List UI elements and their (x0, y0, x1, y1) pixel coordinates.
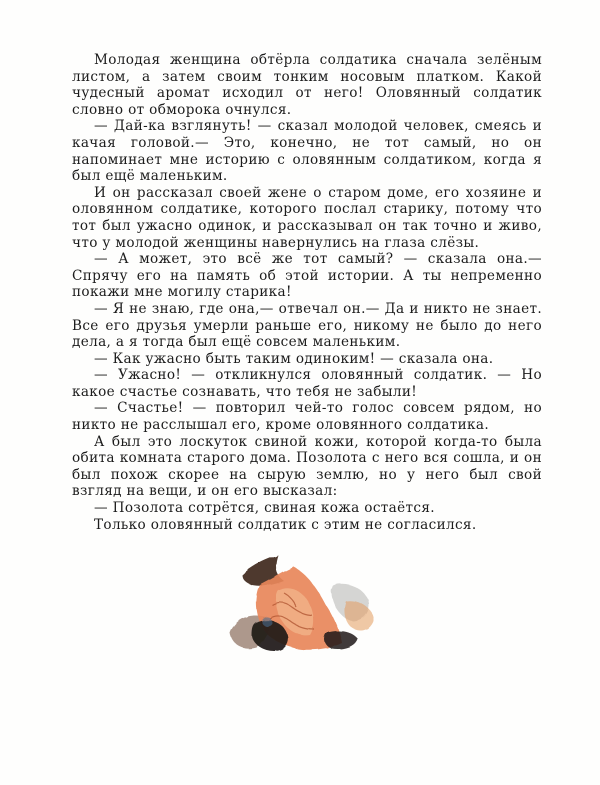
paragraph-3: И он рассказал своей жене о старом доме, его хозяине и оловянном солдатике, которого послал старику, потому что тот был ужасно одинок, и рассказывал он так точно и живо, что у молодой женщины навернулись на глаза слёзы. (72, 184, 542, 251)
orange-wash-right (344, 601, 374, 631)
paragraph-5: — Я не знаю, где она,— отвечал он.— Да и никто не знает. Все его друзья умерли раньше его, никому не было до него дела, а я тогда был ещё совсем маленьким. (72, 300, 542, 351)
paragraph-11: Только оловянный солдатик с этим не согласился. (94, 516, 477, 533)
paragraph-4: — А может, это всё же тот самый? — сказала она.— Спрячу его на память об этой истории. А ты непременно покажи мне могилу старика! (72, 251, 542, 301)
paragraph-9: А был это лоскуток свиной кожи, которой когда-то была обита комната старого дома. Позолота с него вся сошла, и он был похож скорее на сырую землю, но у него был свой взгляд на вещи, и он его высказал: (72, 433, 542, 500)
paragraph-1: Молодая женщина обтёрла солдатика сначала зелёным листом, а затем своим тонким носовым платком. Какой чудесный аромат исходил от него! Оловянный солдатик словно от обморока очнулся. (72, 52, 542, 118)
pigskin-leather-scrap-illustration (222, 545, 384, 655)
dark-shadow-right (324, 631, 358, 650)
paragraph-2: — Дай-ка взглянуть! — сказал молодой человек, смеясь и качая головой.— Это, конечно, не тот самый, но он напоминает мне историю с оловянным солдатиком, когда я был ещё маленьким. (72, 118, 542, 185)
paragraph-8: — Счастье! — повторил чей-то голос совсем рядом, но никто не расслышал его, кроме оловянного солдатика. (72, 400, 542, 434)
story-text (72, 52, 542, 533)
paragraph-7: — Ужасно! — откликнулся оловянный солдатик. — Но какое счастье сознавать, что тебя не забыли! (72, 367, 542, 400)
paragraph-10: — Позолота сотрётся, свиная кожа остаётся. (94, 500, 435, 517)
paragraph-6: — Как ужасно быть таким одиноким! — сказала она. (94, 350, 494, 367)
